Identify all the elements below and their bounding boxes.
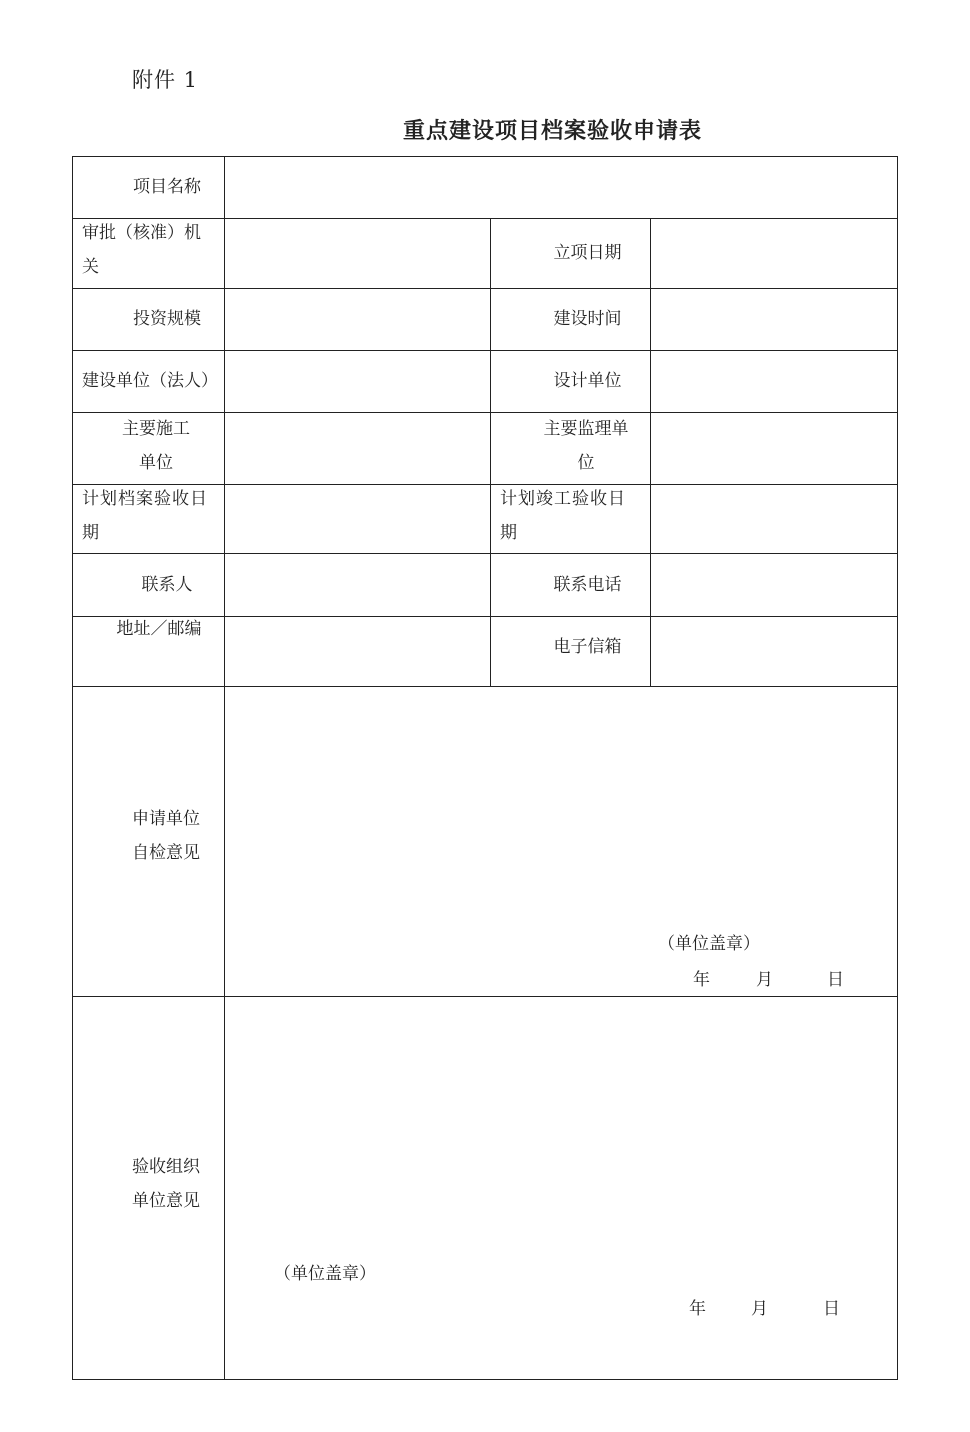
page-title: 重点建设项目档案验收申请表 <box>403 118 703 144</box>
contact-person-label: 联系人 <box>141 574 193 595</box>
address-postcode-field[interactable] <box>226 618 488 684</box>
construction-unit-field[interactable] <box>226 352 488 410</box>
row-divider <box>72 686 898 687</box>
acceptance-org-label-line1: 验收组织 <box>132 1157 200 1177</box>
self-check-stamp-note: （单位盖章） <box>658 934 760 954</box>
construction-unit-label: 建设单位（法人） <box>82 371 218 391</box>
planned-archive-acceptance-date-field[interactable] <box>226 486 488 551</box>
main-construction-unit-field[interactable] <box>226 414 488 482</box>
row-divider <box>72 996 898 997</box>
self-check-label-line1: 申请单位 <box>132 809 200 829</box>
year-label: 年 <box>693 970 710 990</box>
email-label: 电子信箱 <box>553 637 622 657</box>
investment-scale-field[interactable] <box>226 290 488 348</box>
project-date-label: 立项日期 <box>553 243 622 263</box>
main-supervision-unit-field[interactable] <box>652 414 896 482</box>
address-postcode-label: 地址／邮编 <box>116 619 202 639</box>
project-date-field[interactable] <box>652 220 896 286</box>
project-name-label: 项目名称 <box>133 177 201 197</box>
acceptance-org-stamp-note: （单位盖章） <box>274 1264 376 1284</box>
year-label: 年 <box>689 1299 706 1319</box>
day-label: 日 <box>823 1299 840 1319</box>
attachment-label: 附件 1 <box>132 68 199 92</box>
planned-completion-acceptance-date-label: 计划竣工验收日期 <box>500 489 626 543</box>
construction-time-label: 建设时间 <box>553 309 622 329</box>
acceptance-org-opinion-field[interactable] <box>226 998 896 1378</box>
design-unit-field[interactable] <box>652 352 896 410</box>
project-name-field[interactable] <box>226 158 896 216</box>
acceptance-org-label-line2: 单位意见 <box>132 1191 200 1211</box>
main-supervision-unit-label: 主要监理单位 <box>543 419 629 473</box>
construction-time-field[interactable] <box>652 290 896 348</box>
month-label: 月 <box>751 1299 768 1319</box>
acceptance-org-opinion-label <box>132 1150 222 1220</box>
planned-archive-acceptance-date-label: 计划档案验收日期 <box>82 489 208 543</box>
contact-person-field[interactable] <box>226 555 488 614</box>
email-field[interactable] <box>652 618 896 684</box>
self-check-label-line2: 自检意见 <box>132 843 200 863</box>
contact-phone-field[interactable] <box>652 555 896 614</box>
approval-authority-field[interactable] <box>226 220 488 286</box>
main-construction-unit-label: 主要施工单位 <box>122 419 190 473</box>
contact-phone-label: 联系电话 <box>553 574 622 595</box>
day-label: 日 <box>827 970 844 990</box>
approval-authority-label: 审批（核准）机关 <box>82 223 201 277</box>
self-check-opinion-label <box>132 802 222 872</box>
self-check-opinion-field[interactable] <box>226 688 896 994</box>
planned-completion-acceptance-date-field[interactable] <box>652 486 896 551</box>
month-label: 月 <box>756 970 773 990</box>
design-unit-label: 设计单位 <box>553 371 622 391</box>
investment-scale-label: 投资规模 <box>133 309 201 329</box>
